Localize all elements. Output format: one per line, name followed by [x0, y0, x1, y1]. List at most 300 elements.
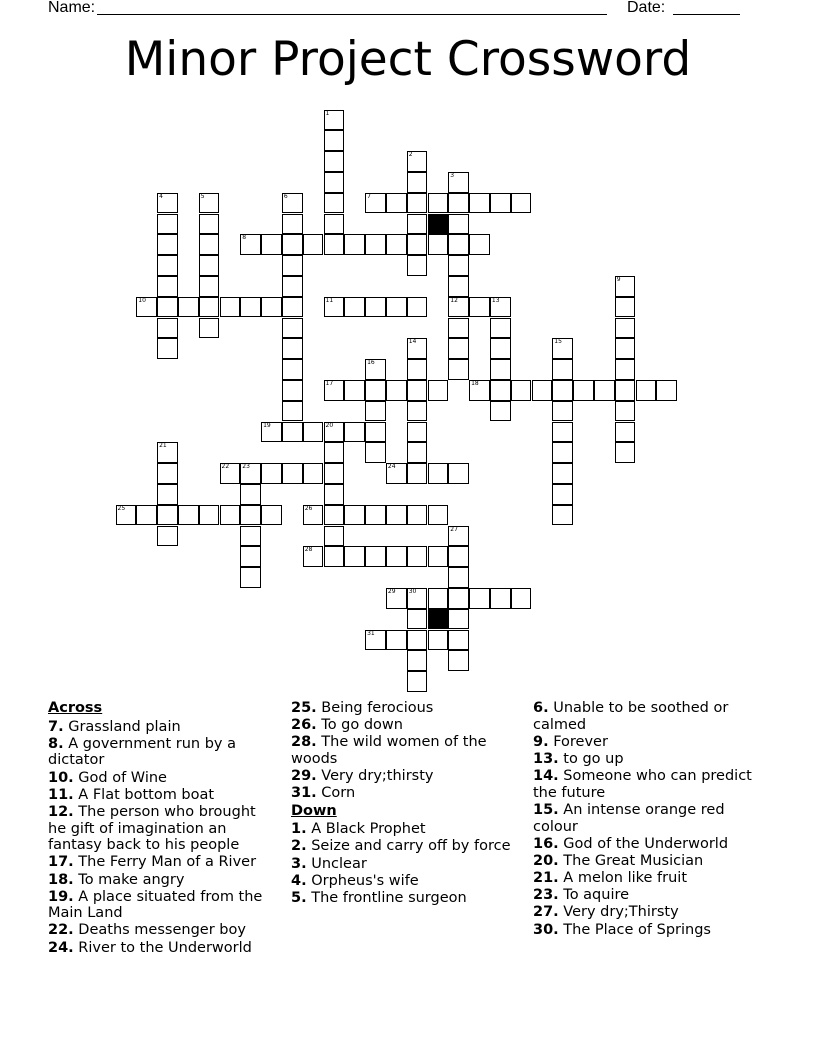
clue-number: 30	[408, 587, 417, 595]
grid-cell[interactable]	[448, 609, 469, 630]
grid-cell[interactable]	[448, 193, 469, 214]
grid-cell[interactable]	[324, 526, 345, 547]
clue-text: To make angry	[73, 871, 185, 888]
clue-number: 18.	[48, 871, 74, 888]
grid-cell[interactable]	[157, 505, 178, 526]
grid-cell[interactable]	[407, 338, 428, 359]
grid-cell[interactable]	[615, 338, 636, 359]
clue-number: 8.	[48, 735, 64, 752]
grid-cell[interactable]	[324, 463, 345, 484]
clue-number: 14.	[533, 768, 559, 785]
clue-number: 28.	[291, 734, 317, 751]
grid-cell[interactable]	[469, 234, 490, 255]
grid-cell[interactable]	[344, 297, 365, 318]
grid-cell[interactable]	[365, 422, 386, 443]
grid-cell[interactable]	[303, 463, 324, 484]
grid-cell[interactable]	[365, 297, 386, 318]
clue-number: 4.	[291, 872, 307, 889]
grid-cell[interactable]	[324, 151, 345, 172]
grid-cell[interactable]	[240, 297, 261, 318]
grid-cell[interactable]	[303, 546, 324, 567]
grid-cell[interactable]	[428, 463, 449, 484]
grid-cell[interactable]	[240, 484, 261, 505]
black-cell	[428, 214, 449, 235]
grid-cell[interactable]	[282, 255, 303, 276]
clue-number: 18	[471, 379, 479, 387]
grid-cell[interactable]	[199, 505, 220, 526]
clue-number: 24	[387, 463, 396, 471]
grid-cell[interactable]	[407, 463, 428, 484]
grid-cell[interactable]	[407, 214, 428, 235]
down-clue	[533, 853, 768, 870]
clue-number: 16	[367, 359, 375, 367]
grid-cell[interactable]	[199, 234, 220, 255]
grid-cell[interactable]	[386, 546, 407, 567]
grid-cell[interactable]	[407, 401, 428, 422]
grid-cell[interactable]	[157, 463, 178, 484]
grid-cell[interactable]	[365, 630, 386, 651]
grid-cell[interactable]	[448, 650, 469, 671]
grid-cell[interactable]	[407, 255, 428, 276]
clue-number: 16.	[533, 835, 559, 852]
grid-cell[interactable]	[303, 234, 324, 255]
grid-cell[interactable]	[448, 297, 469, 318]
grid-cell[interactable]	[386, 463, 407, 484]
clue-number: 7.	[48, 718, 64, 735]
grid-cell[interactable]	[324, 422, 345, 443]
clue-number: 6.	[533, 700, 549, 716]
clue-text: To aquire	[558, 887, 630, 904]
grid-cell[interactable]	[490, 338, 511, 359]
clue-text: God of Wine	[73, 769, 167, 786]
grid-cell[interactable]	[282, 234, 303, 255]
grid-cell[interactable]	[240, 505, 261, 526]
grid-cell[interactable]	[407, 172, 428, 193]
grid-cell[interactable]	[490, 318, 511, 339]
clue-number: 23	[242, 463, 250, 471]
down-clue	[533, 887, 768, 904]
clue-number: 1.	[291, 821, 307, 838]
grid-cell[interactable]	[324, 234, 345, 255]
grid-cell[interactable]	[552, 484, 573, 505]
grid-cell[interactable]	[407, 505, 428, 526]
grid-cell[interactable]	[282, 214, 303, 235]
clue-number: 24.	[48, 939, 74, 956]
grid-cell[interactable]	[344, 380, 365, 401]
grid-cell[interactable]	[282, 338, 303, 359]
clue-text: Forever	[548, 733, 608, 750]
grid-cell[interactable]	[428, 588, 449, 609]
grid-cell[interactable]	[324, 193, 345, 214]
grid-cell[interactable]	[448, 338, 469, 359]
grid-cell[interactable]	[386, 297, 407, 318]
clue-number: 29.	[291, 768, 317, 785]
clue-number: 19.	[48, 888, 74, 905]
clue-text: Corn	[316, 785, 356, 802]
grid-cell[interactable]	[490, 359, 511, 380]
down-heading: Down	[291, 802, 337, 819]
clue-number: 6	[283, 192, 288, 200]
grid-cell[interactable]	[448, 214, 469, 235]
grid-cell[interactable]	[157, 318, 178, 339]
clue-number: 27	[450, 525, 458, 533]
grid-cell[interactable]	[615, 359, 636, 380]
grid-cell[interactable]	[386, 193, 407, 214]
clue-number: 23.	[533, 887, 559, 904]
grid-cell[interactable]	[282, 297, 303, 318]
grid-cell[interactable]	[407, 671, 428, 692]
grid-cell[interactable]	[282, 359, 303, 380]
clue-text: Unable to be soothed or calmed	[533, 700, 729, 733]
grid-cell[interactable]	[407, 650, 428, 671]
across-clue	[48, 719, 278, 736]
grid-cell[interactable]	[407, 193, 428, 214]
grid-cell[interactable]	[365, 193, 386, 214]
grid-cell[interactable]	[199, 318, 220, 339]
grid-cell[interactable]	[552, 359, 573, 380]
grid-cell[interactable]	[428, 380, 449, 401]
grid-cell[interactable]	[407, 588, 428, 609]
clue-number: 9.	[533, 733, 549, 750]
grid-cell[interactable]	[199, 193, 220, 214]
grid-cell[interactable]	[365, 442, 386, 463]
grid-cell[interactable]	[407, 442, 428, 463]
clue-number: 21	[159, 442, 167, 450]
grid-cell[interactable]	[428, 234, 449, 255]
grid-cell[interactable]	[261, 234, 282, 255]
clue-number: 12	[450, 296, 458, 304]
clue-number: 10.	[48, 769, 74, 786]
grid-cell[interactable]	[199, 214, 220, 235]
clue-number: 9	[616, 275, 621, 283]
clue-number: 1	[325, 109, 330, 117]
grid-cell[interactable]	[615, 401, 636, 422]
clue-number: 13.	[533, 750, 559, 767]
clue-number: 11.	[48, 786, 74, 803]
grid-cell[interactable]	[615, 276, 636, 297]
clue-number: 2	[408, 151, 413, 159]
down-clue	[533, 700, 768, 733]
clue-text: A melon like fruit	[558, 870, 688, 887]
clue-text: A Flat bottom boat	[73, 786, 215, 803]
clue-number: 15	[554, 338, 562, 346]
across-clue	[48, 804, 278, 854]
grid-cell[interactable]	[469, 193, 490, 214]
grid-cell[interactable]	[282, 193, 303, 214]
across-clue	[291, 700, 521, 717]
clue-number: 17.	[48, 854, 74, 871]
grid-cell[interactable]	[552, 463, 573, 484]
grid-cell[interactable]	[344, 422, 365, 443]
grid-cell[interactable]	[116, 505, 137, 526]
grid-cell[interactable]	[157, 234, 178, 255]
grid-cell[interactable]	[490, 380, 511, 401]
grid-cell[interactable]	[490, 193, 511, 214]
across-clue	[48, 770, 278, 787]
down-clue	[291, 838, 521, 855]
grid-cell[interactable]	[282, 318, 303, 339]
down-clue	[291, 873, 521, 890]
grid-cell[interactable]	[240, 567, 261, 588]
grid-cell[interactable]	[344, 546, 365, 567]
grid-cell[interactable]	[615, 318, 636, 339]
across-clue	[48, 889, 278, 922]
grid-cell[interactable]	[428, 630, 449, 651]
grid-cell[interactable]	[220, 505, 241, 526]
clue-number: 4	[159, 192, 163, 200]
grid-cell[interactable]	[365, 505, 386, 526]
across-clue	[48, 922, 278, 939]
down-clue	[533, 836, 768, 853]
clue-number: 2.	[291, 838, 307, 855]
clue-number: 7	[367, 192, 371, 200]
down-clue	[291, 890, 521, 907]
black-cell	[428, 609, 449, 630]
grid-cell[interactable]	[448, 318, 469, 339]
clue-text: Very dry;thirsty	[316, 768, 434, 785]
grid-cell[interactable]	[428, 505, 449, 526]
down-clue	[533, 734, 768, 751]
across-clue	[291, 734, 521, 767]
clues-column-3	[533, 700, 768, 939]
grid-cell[interactable]	[324, 380, 345, 401]
grid-cell[interactable]	[615, 422, 636, 443]
grid-cell[interactable]	[220, 463, 241, 484]
grid-cell[interactable]	[407, 422, 428, 443]
grid-cell[interactable]	[636, 380, 657, 401]
grid-cell[interactable]	[261, 422, 282, 443]
grid-cell[interactable]	[428, 193, 449, 214]
grid-cell[interactable]	[511, 193, 532, 214]
clue-number: 14	[408, 338, 417, 346]
clue-number: 31	[367, 629, 375, 637]
down-clue	[291, 821, 521, 838]
grid-cell[interactable]	[199, 255, 220, 276]
grid-cell[interactable]	[448, 630, 469, 651]
grid-cell[interactable]	[324, 130, 345, 151]
clue-text: Seize and carry off by force	[306, 838, 511, 855]
grid-cell[interactable]	[448, 172, 469, 193]
grid-cell[interactable]	[157, 338, 178, 359]
clue-number: 3	[450, 171, 455, 179]
clue-number: 19	[263, 421, 271, 429]
clue-text: A government run by a dictator	[48, 735, 236, 769]
grid-cell[interactable]	[157, 276, 178, 297]
grid-cell[interactable]	[261, 297, 282, 318]
grid-cell[interactable]	[448, 546, 469, 567]
grid-cell[interactable]	[261, 463, 282, 484]
grid-cell[interactable]	[157, 214, 178, 235]
grid-cell[interactable]	[552, 505, 573, 526]
grid-cell[interactable]	[240, 234, 261, 255]
across-clue	[291, 717, 521, 734]
grid-cell[interactable]	[615, 380, 636, 401]
grid-cell[interactable]	[490, 588, 511, 609]
grid-cell[interactable]	[282, 422, 303, 443]
grid-cell[interactable]	[282, 276, 303, 297]
grid-cell[interactable]	[157, 255, 178, 276]
grid-cell[interactable]	[261, 505, 282, 526]
grid-cell[interactable]	[386, 630, 407, 651]
clue-number: 27.	[533, 904, 559, 921]
grid-cell[interactable]	[386, 380, 407, 401]
clue-number: 25.	[291, 700, 317, 716]
grid-cell[interactable]	[428, 546, 449, 567]
grid-cell[interactable]	[490, 297, 511, 318]
date-label: Date:	[627, 0, 666, 16]
clue-text: Orpheus's wife	[306, 872, 419, 889]
grid-cell[interactable]	[324, 214, 345, 235]
grid-cell[interactable]	[240, 463, 261, 484]
clue-number: 26.	[291, 717, 317, 734]
grid-cell[interactable]	[469, 588, 490, 609]
grid-cell[interactable]	[178, 297, 199, 318]
down-clue	[291, 856, 521, 873]
grid-cell[interactable]	[365, 234, 386, 255]
grid-cell[interactable]	[386, 505, 407, 526]
grid-cell[interactable]	[615, 442, 636, 463]
grid-cell[interactable]	[407, 234, 428, 255]
grid-cell[interactable]	[157, 297, 178, 318]
clue-text: Being ferocious	[316, 700, 434, 716]
clue-text: The wild women of the woods	[291, 734, 487, 767]
down-clue	[533, 751, 768, 768]
grid-cell[interactable]	[157, 442, 178, 463]
across-heading: Across	[48, 700, 103, 716]
grid-cell[interactable]	[282, 401, 303, 422]
across-clue	[48, 854, 278, 871]
grid-cell[interactable]	[240, 526, 261, 547]
grid-cell[interactable]	[386, 234, 407, 255]
grid-cell[interactable]	[448, 276, 469, 297]
grid-cell[interactable]	[448, 359, 469, 380]
grid-cell[interactable]	[615, 297, 636, 318]
grid-cell[interactable]	[365, 546, 386, 567]
grid-cell[interactable]	[407, 380, 428, 401]
grid-cell[interactable]	[552, 442, 573, 463]
clue-number: 25	[117, 504, 126, 512]
grid-cell[interactable]	[448, 526, 469, 547]
grid-cell[interactable]	[656, 380, 677, 401]
grid-cell[interactable]	[282, 380, 303, 401]
grid-cell[interactable]	[324, 172, 345, 193]
grid-cell[interactable]	[303, 422, 324, 443]
across-clue	[48, 872, 278, 889]
clue-text: An intense orange red colour	[533, 801, 725, 835]
grid-cell[interactable]	[552, 380, 573, 401]
clue-text: Unclear	[306, 855, 367, 872]
clue-number: 30.	[533, 921, 559, 938]
grid-cell[interactable]	[178, 505, 199, 526]
grid-cell[interactable]	[552, 401, 573, 422]
grid-cell[interactable]	[157, 526, 178, 547]
grid-cell[interactable]	[511, 588, 532, 609]
grid-cell[interactable]	[199, 276, 220, 297]
grid-cell[interactable]	[157, 484, 178, 505]
grid-cell[interactable]	[407, 151, 428, 172]
clue-number: 22	[221, 463, 230, 471]
grid-cell[interactable]	[407, 297, 428, 318]
grid-cell[interactable]	[344, 505, 365, 526]
clue-number: 22.	[48, 922, 74, 939]
grid-cell[interactable]	[407, 630, 428, 651]
grid-cell[interactable]	[407, 359, 428, 380]
grid-cell[interactable]	[490, 401, 511, 422]
grid-cell[interactable]	[448, 463, 469, 484]
grid-cell[interactable]	[448, 255, 469, 276]
grid-cell[interactable]	[469, 297, 490, 318]
grid-cell[interactable]	[511, 380, 532, 401]
clue-text: Deaths messenger boy	[73, 922, 246, 939]
clue-text: A Black Prophet	[306, 821, 426, 838]
grid-cell[interactable]	[365, 401, 386, 422]
grid-cell[interactable]	[365, 359, 386, 380]
grid-cell[interactable]	[157, 193, 178, 214]
clue-text: The Place of Springs	[558, 921, 711, 938]
grid-cell[interactable]	[448, 234, 469, 255]
grid-cell[interactable]	[469, 380, 490, 401]
grid-cell[interactable]	[324, 297, 345, 318]
grid-cell[interactable]	[324, 505, 345, 526]
clue-number: 31.	[291, 785, 317, 802]
grid-cell[interactable]	[324, 110, 345, 131]
clue-text: to go up	[558, 750, 624, 767]
clues-column-2	[291, 700, 521, 907]
clue-text: God of the Underworld	[558, 835, 729, 852]
grid-cell[interactable]	[136, 505, 157, 526]
clue-number: 8	[242, 234, 247, 242]
clue-text: River to the Underworld	[73, 939, 252, 956]
grid-cell[interactable]	[448, 588, 469, 609]
grid-cell[interactable]	[365, 380, 386, 401]
grid-cell[interactable]	[136, 297, 157, 318]
grid-cell[interactable]	[199, 297, 220, 318]
page-title: Minor Project Crossword	[124, 32, 692, 87]
clue-text: Grassland plain	[63, 718, 181, 735]
grid-cell[interactable]	[448, 567, 469, 588]
clue-number: 3.	[291, 855, 307, 872]
clue-text: To go down	[316, 717, 403, 734]
grid-cell[interactable]	[594, 380, 615, 401]
grid-cell[interactable]	[407, 546, 428, 567]
grid-cell[interactable]	[386, 588, 407, 609]
grid-cell[interactable]	[552, 422, 573, 443]
grid-cell[interactable]	[573, 380, 594, 401]
grid-cell[interactable]	[407, 609, 428, 630]
grid-cell[interactable]	[324, 546, 345, 567]
grid-cell[interactable]	[303, 505, 324, 526]
grid-cell[interactable]	[324, 484, 345, 505]
grid-cell[interactable]	[552, 338, 573, 359]
grid-cell[interactable]	[282, 463, 303, 484]
clue-number: 21.	[533, 870, 559, 887]
clue-text: Someone who can predict the future	[533, 768, 752, 801]
grid-cell[interactable]	[240, 546, 261, 567]
grid-cell[interactable]	[220, 297, 241, 318]
grid-cell[interactable]	[344, 234, 365, 255]
grid-cell[interactable]	[532, 380, 553, 401]
across-clue	[48, 940, 278, 957]
clue-text: A place situated from the Main Land	[48, 888, 263, 922]
clue-number: 29	[387, 587, 396, 595]
across-clue	[291, 785, 521, 802]
clue-number: 13	[491, 296, 500, 304]
across-clue	[291, 768, 521, 785]
clue-text: The Ferry Man of a River	[73, 854, 257, 871]
grid-cell[interactable]	[324, 442, 345, 463]
clue-number: 11	[325, 296, 334, 304]
clue-number: 12.	[48, 803, 74, 820]
